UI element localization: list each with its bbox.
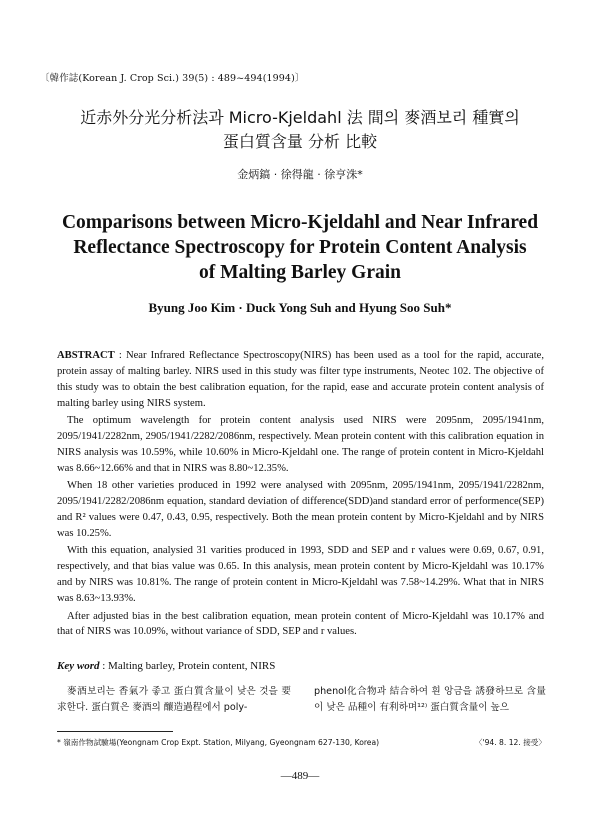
english-authors: Byung Joo Kim · Duck Yong Suh and Hyung Soo Suh* bbox=[148, 300, 452, 315]
footnote-affiliation: * 嶺南作物試驗場(Yeongnam Crop Expt. Station, Milyang, Gyeongnam 627-130, Korea) bbox=[57, 738, 380, 747]
english-title-line-1: Comparisons between Micro-Kjeldahl and Near Infrared bbox=[61, 212, 539, 233]
korean-title-line-1: 近赤外分光分析法과 Micro-Kjeldahl 法 間의 麥酒보리 種實의 bbox=[80, 108, 520, 127]
footnote-divider bbox=[57, 731, 173, 732]
keywords bbox=[57, 660, 275, 672]
abstract-paragraph-5: After adjusted bias in the best calibration equation, mean protein content of Micro-Kjeldahl was 10.17% and that of NIRS was 10.09%, without variance of SDD, SEP and r values. bbox=[57, 610, 544, 638]
body-column-left: 麥酒보리는 香氣가 좋고 蛋白質含量이 낮은 것을 要求한다. 蛋白質은 麥酒의 釀造過程에서 poly- bbox=[57, 686, 291, 713]
received-date: 〈'94. 8. 12. 接受〉 bbox=[474, 738, 546, 747]
korean-title-line-2: 蛋白質含量 分析 比較 bbox=[222, 132, 378, 151]
abstract-paragraph-4: With this equation, analysied 31 varities produced in 1993, SDD and SEP and r values were 0.69, 0.67, 0.91, respectively, and that bias value was 0.65. In this analysis, mean protein content by Micro-Kjeldahl was 10.17% and by NIRS was 10.81%. The range of protein content in Micro-Kjeldahl was 7.58~14.29%. What that in NIRS was 8.63~13.93%. bbox=[57, 545, 544, 605]
english-title-line-3: of Malting Barley Grain bbox=[198, 262, 402, 283]
abstract-paragraph-3: When 18 other varieties produced in 1992 were analysed with 2095nm, 2095/1941nm, 2095/1941/2282nm, 2095/1941/2282/2086nm equation, standard deviation of difference(SDD)and standard error of performence(SEP) and R² values were 0.47, 0.43, 0.95, respectively. Both the mean protein content by Micro-Kjeldahl and by NIRS was 10.25%. bbox=[57, 480, 544, 539]
keywords-text: : Malting barley, Protein content, NIRS bbox=[99, 660, 276, 672]
keywords-label: Key word bbox=[57, 660, 100, 672]
abstract-paragraph-2: The optimum wavelength for protein content analysis used NIRS were 2095nm, 2095/1941nm, 2095/1941/2282nm, 2905/1941/2282/2086nm, respectively. Mean protein content with this calibration equation in NIRS analysis was 10.59%, while 10.60% in Micro-Kjeldahl one. The range of protein content in Micro-Kjeldahl was 8.66~12.66% and that in NIRS was 8.80~12.35%. bbox=[57, 415, 544, 474]
abstract bbox=[57, 348, 544, 642]
abstract-label: ABSTRACT bbox=[57, 350, 115, 361]
korean-authors: 金炳鎬 · 徐得龍 · 徐亨洙* bbox=[237, 168, 363, 181]
abstract-text-1: : Near Infrared Reflectance Spectroscopy(NIRS) has been used as a tool for the rapid, accurate, protein assay of malting barley. NIRS used in this study was filter type instruments, Neotec 102. The objective of this study was to obtain the best calibration equation, for the rapid, ease and accurate protein content analysis of malting barley using NIRS system. bbox=[57, 350, 544, 409]
journal-reference: 〔韓作誌(Korean J. Crop Sci.) 39(5) : 489~494(1994)〕 bbox=[40, 73, 305, 84]
body-column-right: phenol化合物과 結合하여 흰 앙금을 誘發하므로 含量이 낮은 品種이 有利하며¹²⁾ 蛋白質含量이 높으 bbox=[314, 686, 546, 713]
page-number: —489— bbox=[280, 770, 320, 782]
abstract-paragraph-1 bbox=[57, 348, 544, 412]
footnote bbox=[57, 737, 546, 748]
english-title-line-2: Reflectance Spectroscopy for Protein Content Analysis bbox=[73, 237, 527, 258]
